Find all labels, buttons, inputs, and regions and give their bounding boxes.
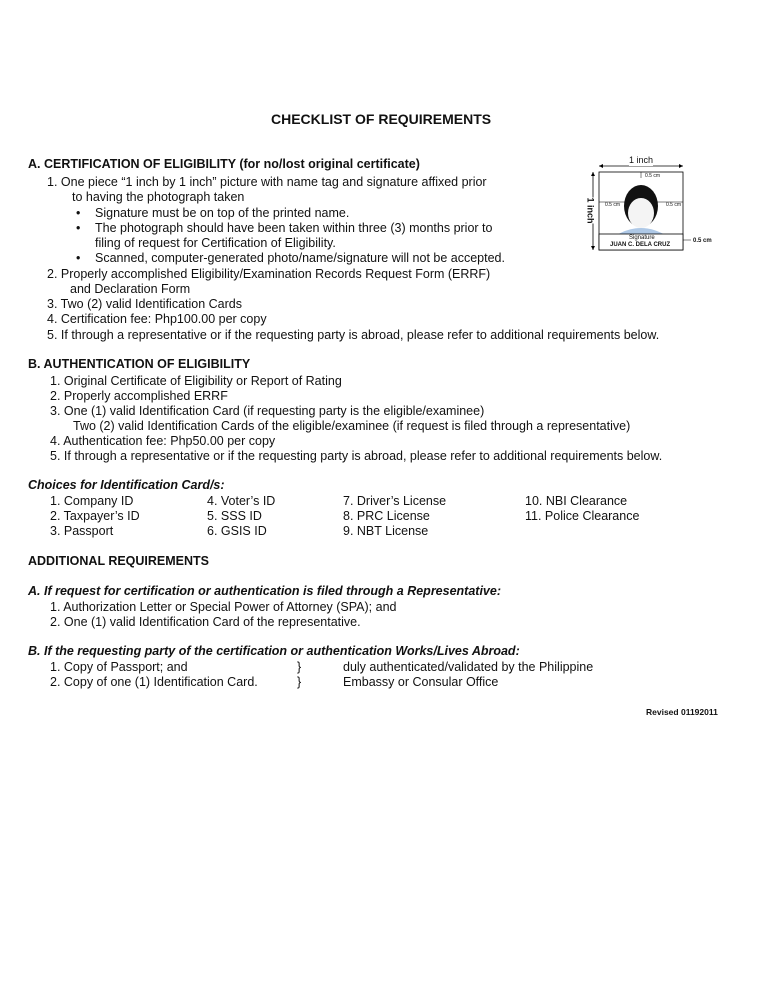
photo-margin-label: 0.5 cm bbox=[605, 202, 621, 208]
page-title: CHECKLIST OF REQUIREMENTS bbox=[271, 111, 492, 127]
id-choice: 4. Voter’s ID bbox=[207, 494, 276, 508]
section-b-item-2: 2. Properly accomplished ERRF bbox=[50, 389, 228, 403]
section-b-item-4: 4. Authentication fee: Php50.00 per copy bbox=[50, 434, 276, 448]
photo-name-label: JUAN C. DELA CRUZ bbox=[610, 242, 671, 248]
section-a-item-5: 5. If through a representative or if the requesting party is abroad, please refer to additional requirements below. bbox=[47, 328, 660, 342]
photo-width-label: 1 inch bbox=[629, 155, 654, 165]
revision-date: Revised 01192011 bbox=[646, 707, 718, 717]
section-a-item-2: 2. Properly accomplished Eligibility/Examination Records Request Form (ERRF) bbox=[47, 267, 491, 281]
section-a-bullet-1: Signature must be on top of the printed name. bbox=[95, 206, 350, 220]
abroad-heading: B. If the requesting party of the certification or authentication Works/Lives Abroad: bbox=[28, 644, 520, 658]
sample-photo-diagram bbox=[585, 155, 735, 258]
abroad-note: duly authenticated/validated by the Philippine bbox=[343, 660, 594, 674]
abroad-brace: } bbox=[297, 675, 302, 689]
id-choice: 9. NBT License bbox=[343, 524, 429, 538]
section-b-item-3-cont: Two (2) valid Identification Cards of the eligible/examinee (if request is filed through a representative) bbox=[73, 419, 631, 433]
abroad-item-2: 2. Copy of one (1) Identification Card. bbox=[50, 675, 258, 689]
representative-item-2: 2. One (1) valid Identification Card of the representative. bbox=[50, 615, 361, 629]
photo-height-label: 1 inch bbox=[585, 197, 596, 224]
section-b-heading: B. AUTHENTICATION OF ELIGIBILITY bbox=[28, 357, 251, 371]
section-b-item-3: 3. One (1) valid Identification Card (if requesting party is the eligible/examinee) bbox=[50, 404, 485, 418]
photo-signature-label: Signature bbox=[629, 235, 655, 241]
id-choice: 2. Taxpayer’s ID bbox=[50, 509, 140, 523]
photo-margin-label: 0.5 cm bbox=[645, 173, 661, 179]
bullet-icon: • bbox=[76, 206, 81, 220]
representative-item-1: 1. Authorization Letter or Special Power of Attorney (SPA); and bbox=[50, 600, 397, 614]
section-a-bullet-2-cont: filing of request for Certification of Eligibility. bbox=[95, 236, 336, 250]
abroad-note-cont: Embassy or Consular Office bbox=[343, 675, 499, 689]
section-a-heading: A. CERTIFICATION OF ELIGIBILITY (for no/lost original certificate) bbox=[28, 157, 420, 171]
section-a-item-1: 1. One piece “1 inch by 1 inch” picture with name tag and signature affixed prior bbox=[47, 175, 487, 189]
section-a-bullet-2: The photograph should have been taken within three (3) months prior to bbox=[95, 221, 493, 235]
id-choice: 7. Driver’s License bbox=[343, 494, 447, 508]
id-choice: 11. Police Clearance bbox=[525, 509, 640, 523]
photo-margin-label: 0.5 cm bbox=[666, 202, 682, 208]
id-choice: 10. NBI Clearance bbox=[525, 494, 628, 508]
bullet-icon: • bbox=[76, 221, 81, 235]
representative-heading: A. If request for certification or authentication is filed through a Representative: bbox=[28, 584, 501, 598]
section-a-bullet-3: Scanned, computer-generated photo/name/signature will not be accepted. bbox=[95, 251, 505, 265]
abroad-brace: } bbox=[297, 660, 302, 674]
section-b-item-1: 1. Original Certificate of Eligibility or Report of Rating bbox=[50, 374, 342, 388]
id-choice: 5. SSS ID bbox=[207, 509, 262, 523]
section-b-item-5: 5. If through a representative or if the requesting party is abroad, please refer to additional requirements below. bbox=[50, 449, 663, 463]
id-choices-heading: Choices for Identification Card/s: bbox=[28, 478, 225, 492]
id-choice: 8. PRC License bbox=[343, 509, 430, 523]
additional-heading: ADDITIONAL REQUIREMENTS bbox=[28, 554, 210, 568]
bullet-icon: • bbox=[76, 251, 81, 265]
abroad-item-1: 1. Copy of Passport; and bbox=[50, 660, 188, 674]
section-a-item-4: 4. Certification fee: Php100.00 per copy bbox=[47, 312, 267, 326]
id-choice: 3. Passport bbox=[50, 524, 114, 538]
section-a-item-1-cont: to having the photograph taken bbox=[72, 190, 245, 204]
photo-margin-label: 0.5 cm bbox=[693, 238, 712, 244]
section-a-item-3: 3. Two (2) valid Identification Cards bbox=[47, 297, 243, 311]
id-choice: 1. Company ID bbox=[50, 494, 134, 508]
id-choice: 6. GSIS ID bbox=[207, 524, 267, 538]
section-a-item-2-cont: and Declaration Form bbox=[70, 282, 191, 296]
